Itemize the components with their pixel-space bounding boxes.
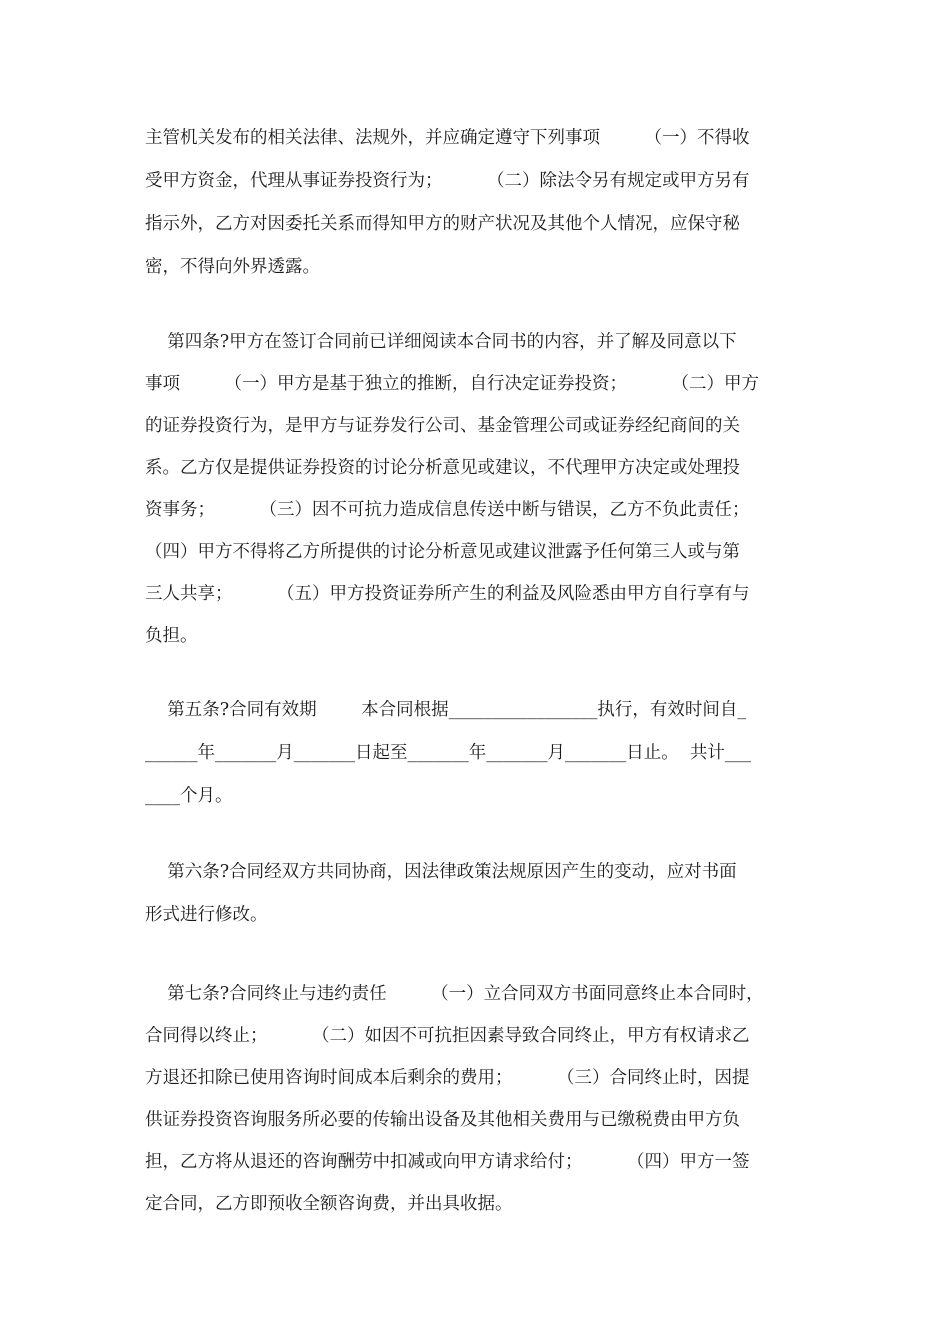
text-line: 供证券投资咨询服务所必要的传输出设备及其他相关费用与已缴税费由甲方负 <box>145 1110 740 1130</box>
text-line: 密，不得向外界透露。 <box>145 257 320 277</box>
text-line: 三人共享； （五）甲方投资证券所产生的利益及风险悉由甲方自行享有与 <box>145 584 750 604</box>
text-line: 受甲方资金，代理从事证券投资行为； （二）除法令另有规定或甲方另有 <box>145 171 750 191</box>
text-line: 资事务； （三）因不可抗力造成信息传送中断与错误，乙方不负此责任； <box>145 500 750 520</box>
text-line: 系。乙方仅是提供证券投资的讨论分析意见或建议，不代理甲方决定或处理投 <box>145 458 740 478</box>
text-line: 事项 （一）甲方是基于独立的推断，自行决定证券投资； （二）甲方 <box>145 374 760 394</box>
text-line: 第七条?合同终止与违约责任 （一）立合同双方书面同意终止本合同时， <box>145 984 764 1004</box>
text-line: 担，乙方将从退还的咨询酬劳中扣减或向甲方请求给付； （四）甲方一签 <box>145 1152 750 1172</box>
text-line: 指示外，乙方对因委托关系而得知甲方的财产状况及其他个人情况，应保守秘 <box>145 214 740 234</box>
text-line: 第六条?合同经双方共同协商，因法律政策法规原因产生的变动，应对书面 <box>145 862 737 882</box>
text-line: 第五条?合同有效期 本合同根据_________________执行，有效时间自_ <box>145 700 747 720</box>
text-line: 第四条?甲方在签订合同前已详细阅读本合同书的内容，并了解及同意以下 <box>145 332 737 352</box>
text-line: 定合同，乙方即预收全额咨询费，并出具收据。 <box>145 1194 513 1214</box>
text-line: 负担。 <box>145 626 198 646</box>
text-line: ____个月。 <box>145 786 233 806</box>
text-line: 的证券投资行为，是甲方与证券发行公司、基金管理公司或证券经纪商间的关 <box>145 416 740 436</box>
text-line: 形式进行修改。 <box>145 905 268 925</box>
text-line: 方退还扣除已使用咨询时间成本后剩余的费用； （三）合同终止时，因提 <box>145 1068 750 1088</box>
text-line: 合同得以终止； （二）如因不可抗拒因素导致合同终止，甲方有权请求乙 <box>145 1026 750 1046</box>
text-line: ______年_______月_______日起至_______年_______月_______日止。 共计___ <box>145 743 752 763</box>
text-line: （四）甲方不得将乙方所提供的讨论分析意见或建议泄露予任何第三人或与第 <box>145 542 740 562</box>
text-line: 主管机关发布的相关法律、法规外，并应确定遵守下列事项 （一）不得收 <box>145 128 750 148</box>
